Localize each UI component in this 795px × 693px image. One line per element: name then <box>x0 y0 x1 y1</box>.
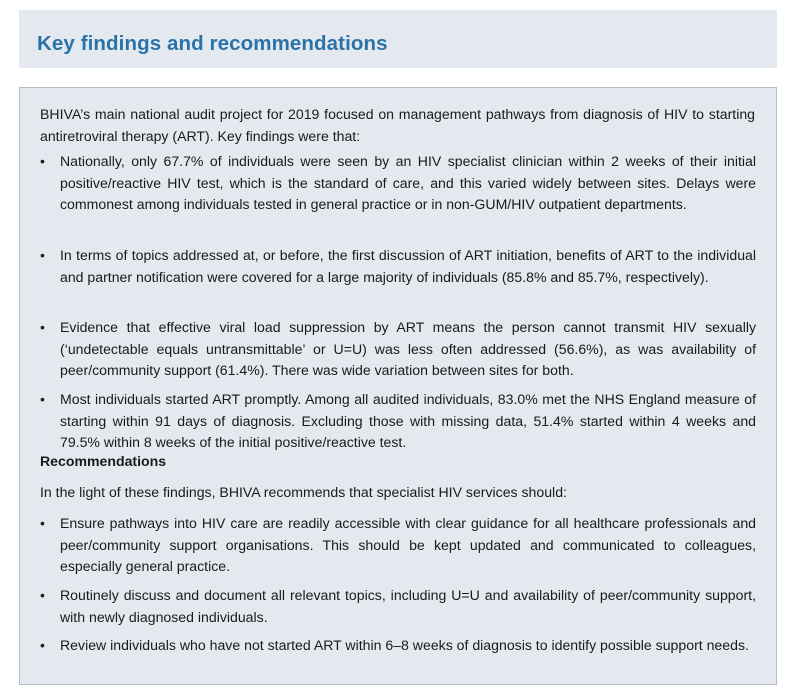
finding-text: Evidence that effective viral load suppression by ART means the person cannot transmit HIV sexually (‘undetectable equals untransmittable’ or U=U) was less often addressed (56.6%), as was availability of peer/community support (61.4%). There was wide variation between sites for both. <box>60 319 756 378</box>
list-item <box>20 389 756 454</box>
finding-text: Nationally, only 67.7% of individuals were seen by an HIV specialist clinician within 2 weeks of their initial positive/reactive HIV test, which is the standard of care, and this varied widely between sites. Delays were commonest among individuals tested in general practice or in non-GUM/HIV outpatient departments. <box>60 153 756 212</box>
header-box <box>19 10 777 68</box>
list-item <box>20 585 756 628</box>
findings-list <box>20 151 756 450</box>
finding-text: Most individuals started ART promptly. Among all audited individuals, 83.0% met the NHS England measure of starting within 91 days of diagnosis. Excluding those with missing data, 51.4% started within 4 weeks and 79.5% within 8 weeks of the initial positive/reactive test. <box>60 391 756 450</box>
bullet-icon: • <box>40 587 45 603</box>
bullet-icon: • <box>40 153 45 169</box>
list-item <box>20 151 756 216</box>
list-item <box>20 317 756 382</box>
bullet-icon: • <box>40 515 45 531</box>
page-title: Key findings and recommendations <box>37 32 388 55</box>
recommendations-intro: In the light of these findings, BHIVA recommends that specialist HIV services should: <box>40 484 567 500</box>
list-item <box>20 245 756 288</box>
finding-text: In terms of topics addressed at, or before, the first discussion of ART initiation, benefits of ART to the individual and partner notification were covered for a large majority of individuals (85.8% and 85.7%, respectively). <box>60 247 756 285</box>
recommendations-heading: Recommendations <box>40 453 167 469</box>
bullet-icon: • <box>40 637 45 653</box>
bullet-icon: • <box>40 391 45 407</box>
recommendation-text: Ensure pathways into HIV care are readily accessible with clear guidance for all healthcare professionals and peer/community support organisations. This should be kept updated and communicated to colleagues, especially general practice. <box>60 515 756 574</box>
list-item <box>20 513 756 578</box>
bullet-icon: • <box>40 319 45 335</box>
findings-box <box>19 87 777 685</box>
recommendation-text: Routinely discuss and document all relevant topics, including U=U and availability of peer/community support, with newly diagnosed individuals. <box>60 587 756 625</box>
intro-paragraph: BHIVA’s main national audit project for 2019 focused on management pathways from diagnosis of HIV to starting antiretroviral therapy (ART). Key findings were that: <box>40 106 755 144</box>
list-item <box>20 635 756 657</box>
recommendation-text: Review individuals who have not started ART within 6–8 weeks of diagnosis to identify possible support needs. <box>60 637 749 653</box>
bullet-icon: • <box>40 247 45 263</box>
